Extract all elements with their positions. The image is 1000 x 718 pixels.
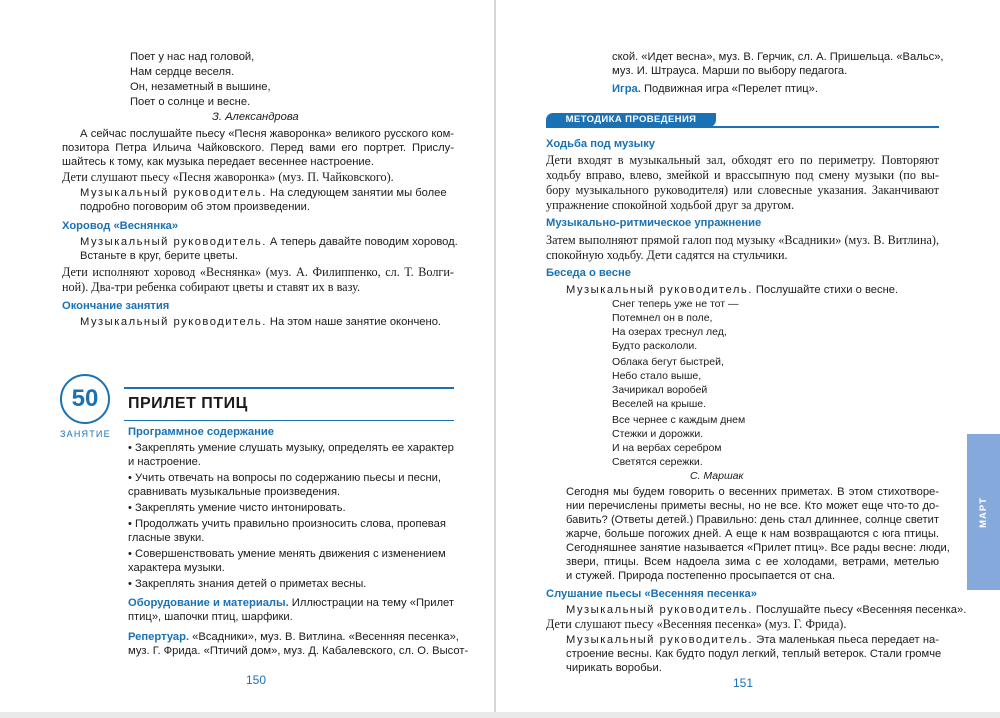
bullet-line: • Продолжать учить правильно произносить слова, пропевая	[128, 518, 446, 530]
poem-author: З. Александрова	[212, 111, 299, 123]
speaker-name: Музыкальный руководитель.	[80, 316, 267, 328]
speaker-line	[80, 186, 447, 200]
poem-line: И на вербах серебром	[612, 442, 722, 454]
game-text: Подвижная игра «Перелет птиц».	[640, 83, 818, 95]
paragraph-line: строение весны. Как будто подул легкий, теплый ветерок. Стали громче	[566, 648, 942, 660]
speaker-line	[80, 235, 458, 249]
repertoire-line	[128, 630, 459, 644]
paragraph-line: Дети исполняют хоровод «Веснянка» (муз. А. Филиппенко, сл. Т. Волги-	[62, 265, 454, 279]
paragraph-line: А сейчас послушайте пьесу «Песня жаворонка» великого русского ком-	[80, 128, 454, 140]
poem-line: На озерах треснул лед,	[612, 326, 727, 338]
section-heading: Программное содержание	[128, 426, 274, 438]
bullet-line: • Закреплять умение чисто интонировать.	[128, 502, 346, 514]
bullet-line: гласные звуки.	[128, 532, 205, 544]
speaker-text: На следующем занятии мы более	[266, 187, 447, 199]
speaker-name: Музыкальный руководитель.	[566, 284, 753, 296]
poem-line: Он, незаметный в вышине,	[130, 81, 271, 93]
speaker-text: А теперь давайте поводим хоровод.	[266, 236, 458, 248]
paragraph-line: спокойную ходьбу. Дети садятся на стульчики.	[546, 248, 788, 262]
lesson-number: 50	[71, 385, 99, 412]
paragraph-line: муз. Г. Фрида. «Птичий дом», муз. Д. Кабалевского, сл. О. Высот-	[128, 645, 469, 657]
paragraph-line: чирикать воробьи.	[566, 662, 662, 674]
paragraph-line: ской. «Идет весна», муз. В. Герчик, сл. А. Пришельца. «Вальс»,	[612, 51, 944, 63]
poem-line: Поет о солнце и весне.	[130, 96, 251, 108]
poem-line: Облака бегут быстрей,	[612, 356, 724, 368]
title-rule	[124, 420, 454, 421]
speaker-name: Музыкальный руководитель.	[80, 236, 267, 248]
page-number: 150	[246, 673, 267, 687]
paragraph-line: Встаньте в круг, берите цветы.	[80, 250, 238, 262]
lesson-number-badge	[60, 374, 110, 424]
section-heading: Хоровод «Веснянка»	[62, 220, 179, 232]
equipment-label: Оборудование и материалы.	[128, 597, 289, 609]
paragraph-line: шайтесь к тому, как музыка передает весеннее настроение.	[62, 156, 374, 168]
poem-line: Светятся сережки.	[612, 456, 703, 468]
paragraph-line: Затем выполняют прямой галоп под музыку «Всадники» (муз. В. Витлина),	[546, 233, 939, 247]
speaker-name: Музыкальный руководитель.	[80, 187, 267, 199]
bullet-line: • Закреплять умение слушать музыку, определять ее характер	[128, 442, 454, 454]
speaker-name: Музыкальный руководитель.	[566, 634, 753, 646]
paragraph-line: подробно поговорим об этом произведении.	[80, 201, 310, 213]
speaker-text: Эта маленькая пьеса передает на-	[753, 634, 939, 646]
paragraph-line: и стужей. Природа постепенно просыпается от сна.	[566, 570, 836, 582]
paragraph-line: жарче, больше погожих дней. А еще к нам возвращаются с юга птицы.	[566, 528, 939, 540]
poem-line: Поет у нас над головой,	[130, 51, 255, 63]
paragraph-line: Дети слушают пьесу «Весенняя песенка» (муз. Г. Фрида).	[546, 617, 847, 631]
page-number: 151	[733, 676, 754, 690]
game-label: Игра.	[612, 83, 641, 95]
bullet-line: • Совершенствовать умение менять движения с изменением	[128, 548, 446, 560]
paragraph-line: звери, птицы. Всем надоела зима с ее холодами, ветрами, метелью	[566, 556, 939, 568]
poem-line: Нам сердце веселя.	[130, 66, 235, 78]
equipment-line	[128, 596, 454, 610]
paragraph-line: позитора Петра Ильича Чайковского. Перед вами его портрет. Прислу-	[62, 142, 454, 154]
poem-line: Небо стало выше,	[612, 370, 702, 382]
bullet-line: сравнивать музыкальные произведения.	[128, 486, 341, 498]
paragraph-line: ной). Два-три ребенка собирают цветы и ставят их в вазу.	[62, 280, 361, 294]
poem-author: С. Маршак	[690, 470, 744, 482]
speaker-line	[566, 603, 966, 617]
month-side-tab	[967, 434, 1000, 590]
month-label: МАРТ	[977, 496, 989, 528]
speaker-line	[566, 633, 939, 647]
repertoire-text: «Всадники», муз. В. Витлина. «Весенняя песенка»,	[189, 631, 459, 643]
speaker-text: Послушайте стихи о весне.	[752, 284, 899, 296]
paragraph-line: нии перечислены приметы весны, но не все. Кто может еще что-то до-	[566, 500, 939, 512]
bullet-line: и настроение.	[128, 456, 201, 468]
speaker-name: Музыкальный руководитель.	[566, 604, 753, 616]
paragraph-line: Сегодняшнее занятие называется «Прилет птиц». Все рады весне: люди,	[566, 542, 950, 554]
poem-line: Веселей на крыше.	[612, 398, 707, 410]
speaker-line	[566, 283, 898, 297]
poem-line: Все чернее с каждым днем	[612, 414, 746, 426]
game-line	[612, 82, 818, 96]
bullet-line: • Учить отвечать на вопросы по содержанию пьесы и песни,	[128, 472, 442, 484]
paragraph-line: упражнение спокойной ходьбой друг за другом.	[546, 198, 795, 212]
poem-line: Будто раскололи.	[612, 340, 698, 352]
equipment-text: Иллюстрации на тему «Прилет	[288, 597, 454, 609]
paragraph-line: бавить? (Ответы детей.) Правильно: день стал длиннее, солнце светит	[566, 514, 939, 526]
bullet-line: характера музыки.	[128, 562, 225, 574]
method-badge: МЕТОДИКА ПРОВЕДЕНИЯ	[546, 113, 716, 127]
section-heading: Беседа о весне	[546, 267, 631, 279]
bullet-line: • Закреплять знания детей о приметах весны.	[128, 578, 367, 590]
poem-line: Снег теперь уже не тот —	[612, 298, 739, 310]
poem-line: Зачирикал воробей	[612, 384, 708, 396]
speaker-text: На этом наше занятие окончено.	[266, 316, 442, 328]
lesson-title: ПРИЛЕТ ПТИЦ	[128, 395, 248, 412]
speaker-text: Послушайте пьесу «Весенняя песенка».	[752, 604, 967, 616]
paragraph-line: ходьбу вправо, влево, змейкой и врассыпную под смену музыки (по вы-	[546, 168, 939, 182]
method-rule	[546, 126, 939, 128]
section-heading: Ходьба под музыку	[546, 138, 656, 150]
paragraph-line: Дети входят в музыкальный зал, обходят его по периметру. Повторяют	[546, 153, 939, 167]
paragraph-line: муз. И. Штрауса. Марши по выбору педагога.	[612, 65, 848, 77]
section-heading: Музыкально-ритмическое упражнение	[546, 217, 762, 229]
speaker-line	[80, 315, 441, 329]
title-rule	[124, 387, 454, 389]
poem-line: Стежки и дорожки.	[612, 428, 704, 440]
paragraph-line: бору музыкального руководителя) или словесные указания. Заканчивают	[546, 183, 939, 197]
paragraph-line: птиц», шапочки птиц, шарфики.	[128, 611, 293, 623]
paragraph-line: Сегодня мы будем говорить о весенних приметах. В этом стихотворе-	[566, 486, 939, 498]
paragraph-line: Дети слушают пьесу «Песня жаворонка» (муз. П. Чайковского).	[62, 170, 394, 184]
repertoire-label: Репертуар.	[128, 631, 190, 643]
section-heading: Слушание пьесы «Весенняя песенка»	[546, 588, 757, 600]
lesson-label: ЗАНЯТИЕ	[60, 429, 111, 439]
poem-line: Потемнел он в поле,	[612, 312, 713, 324]
section-heading: Окончание занятия	[62, 300, 170, 312]
